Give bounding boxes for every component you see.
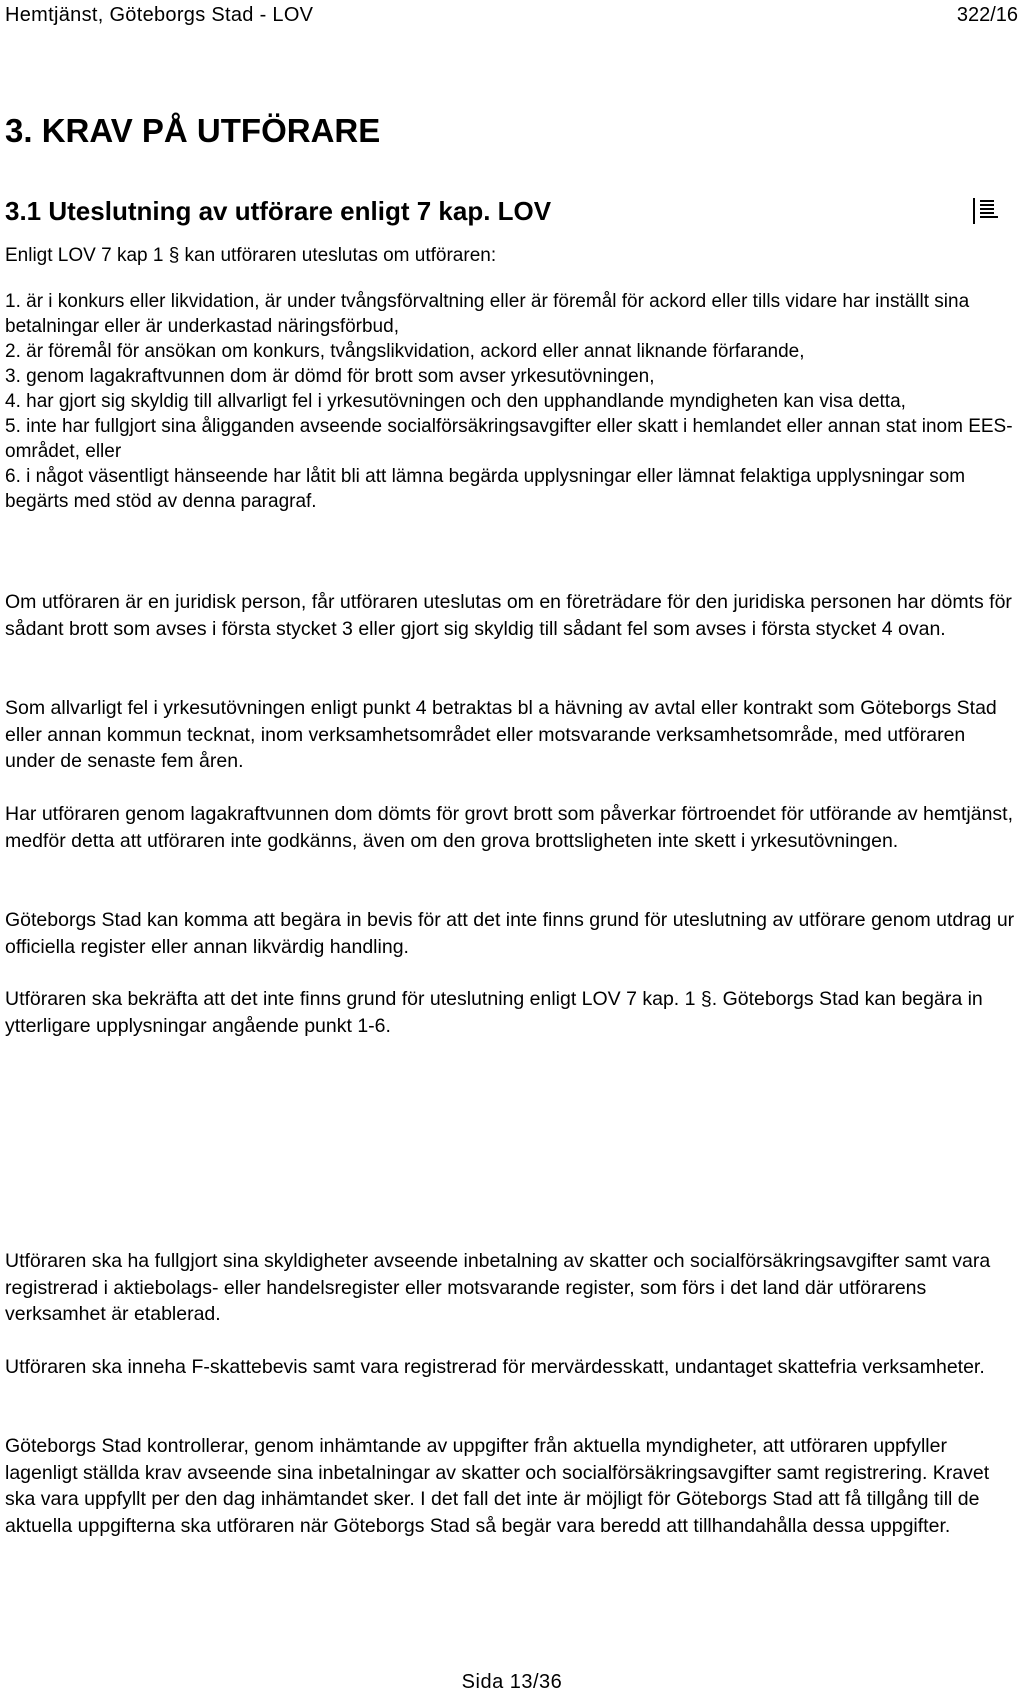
list-item: 5. inte har fullgjort sina åligganden avseende socialförsäkringsavgifter eller skatt i hemlandet eller annan stat inom EES-området, eller	[5, 416, 1013, 462]
exclusion-criteria-list	[5, 289, 1017, 514]
paragraph: Om utföraren är en juridisk person, får utföraren uteslutas om en företrädare för den juridiska personen har dömts för sådant brott som avses i första stycket 3 eller gjort sig skyldig till sådant fel som avses i första stycket 4 ovan.	[5, 591, 1012, 640]
paragraph: Utföraren ska inneha F-skattebevis samt vara registrerad för mervärdesskatt, undantaget skattefria verksamheter.	[5, 1356, 985, 1378]
page-number: Sida 13/36	[461, 1671, 563, 1693]
intro-text: Enligt LOV 7 kap 1 § kan utföraren uteslutas om utföraren:	[5, 245, 497, 266]
list-item: 3. genom lagakraftvunnen dom är dömd för brott som avser yrkesutövningen,	[5, 366, 655, 387]
document-lines-icon	[972, 197, 998, 225]
section-title: 3. KRAV PÅ UTFÖRARE	[5, 112, 381, 149]
paragraph: Som allvarligt fel i yrkesutövningen enligt punkt 4 betraktas bl a hävning av avtal eller kontrakt som Göteborgs Stad eller annan kommun tecknat, inom verksamhetsområdet eller motsvarande verksamhetsområde, med utföraren under de senaste fem åren.	[5, 697, 997, 772]
subsection-title: 3.1 Uteslutning av utförare enligt 7 kap. LOV	[5, 196, 552, 226]
list-item: 1. är i konkurs eller likvidation, är under tvångsförvaltning eller är föremål för ackord eller tills vidare har inställt sina betalningar eller är underkastad näringsförbud,	[5, 291, 970, 337]
paragraph: Göteborgs Stad kontrollerar, genom inhämtande av uppgifter från aktuella myndigheter, att utföraren uppfyller lagenligt ställda krav avseende sina inbetalningar av skatter och socialförsäkringsavgifter samt registrering. Kravet ska vara uppfyllt per den dag inhämtandet sker. I det fall det inte är möjligt för Göteborgs Stad att få tillgång till de aktuella uppgifterna ska utföraren när Göteborgs Stad så begär vara beredd att tillhandahålla dessa uppgifter.	[5, 1435, 990, 1537]
list-item: 4. har gjort sig skyldig till allvarligt fel i yrkesutövningen och den upphandlande myndigheten kan visa detta,	[5, 391, 906, 412]
list-item: 2. är föremål för ansökan om konkurs, tvångslikvidation, ackord eller annat liknande förfarande,	[5, 341, 805, 362]
list-item: 6. i något väsentligt hänseende har låtit bli att lämna begärda upplysningar eller lämnat felaktiga upplysningar som begärts med stöd av denna paragraf.	[5, 466, 966, 512]
paragraph: Utföraren ska ha fullgjort sina skyldigheter avseende inbetalning av skatter och socialförsäkringsavgifter samt vara registrerad i aktiebolags- eller handelsregister eller motsvarande register, som förs i det land där utförarens verksamhet är etablerad.	[5, 1250, 991, 1325]
paragraph: Göteborgs Stad kan komma att begära in bevis för att det inte finns grund för uteslutning av utförare genom utdrag ur officiella register eller annan likvärdig handling.	[5, 909, 1015, 958]
paragraph: Utföraren ska bekräfta att det inte finns grund för uteslutning enligt LOV 7 kap. 1 §. Göteborgs Stad kan begära in ytterligare upplysningar angående punkt 1-6.	[5, 988, 983, 1037]
paragraph: Har utföraren genom lagakraftvunnen dom dömts för grovt brott som påverkar förtroendet för utförande av hemtjänst, medför detta att utföraren inte godkänns, även om den grova brottsligheten inte skett i yrkesutövningen.	[5, 803, 1014, 852]
document-header-title: Hemtjänst, Göteborgs Stad - LOV	[5, 4, 314, 26]
document-reference-number: 322/16	[956, 4, 1018, 26]
